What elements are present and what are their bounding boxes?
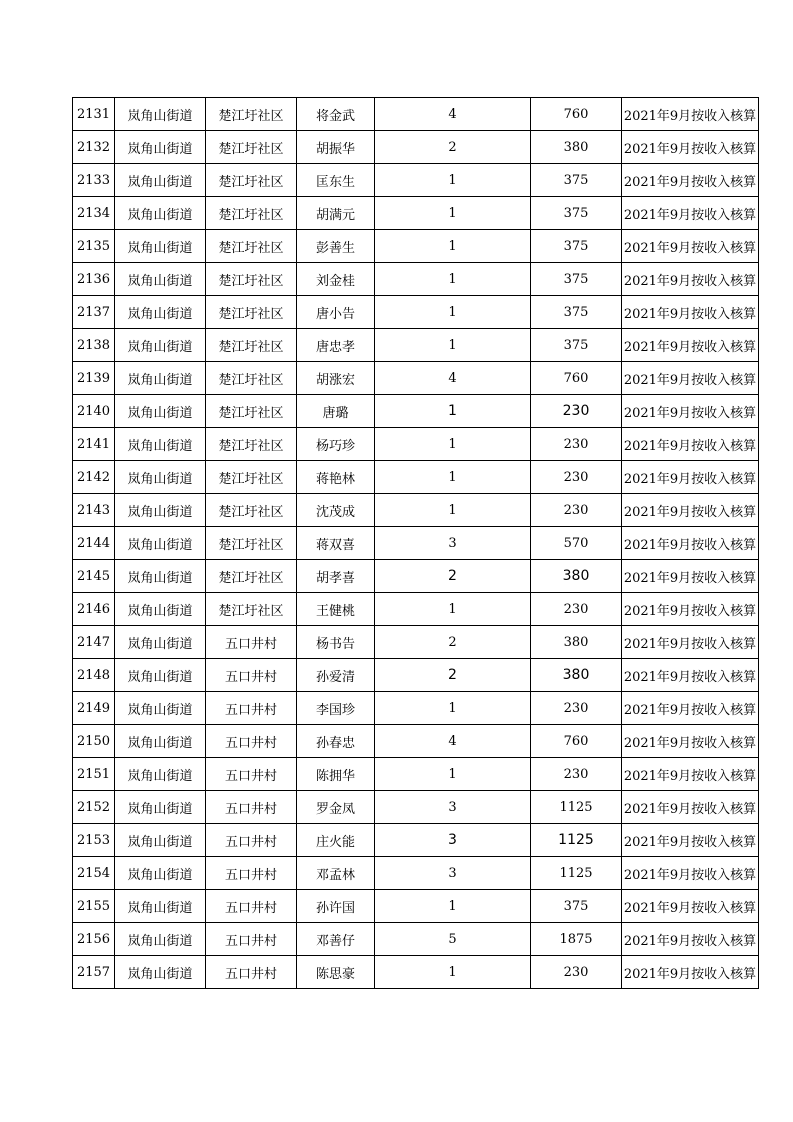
table-row	[73, 560, 759, 593]
seq-cell: 2137	[73, 296, 115, 329]
amount-cell: 1125	[531, 791, 622, 824]
street-cell: 岚角山街道	[115, 98, 206, 131]
seq-cell: 2146	[73, 593, 115, 626]
note-cell: 2021年9月按收入核算	[622, 626, 759, 659]
community-cell: 楚江圩社区	[206, 164, 297, 197]
note-cell: 2021年9月按收入核算	[622, 296, 759, 329]
note-cell: 2021年9月按收入核算	[622, 230, 759, 263]
seq-cell: 2139	[73, 362, 115, 395]
street-cell: 岚角山街道	[115, 461, 206, 494]
community-cell: 楚江圩社区	[206, 98, 297, 131]
street-cell: 岚角山街道	[115, 560, 206, 593]
street-cell: 岚角山街道	[115, 824, 206, 857]
name-cell: 杨书告	[297, 626, 375, 659]
community-cell: 楚江圩社区	[206, 461, 297, 494]
amount-cell: 230	[531, 956, 622, 989]
street-cell: 岚角山街道	[115, 923, 206, 956]
table-row	[73, 329, 759, 362]
table-row	[73, 197, 759, 230]
street-cell: 岚角山街道	[115, 692, 206, 725]
table-row	[73, 494, 759, 527]
street-cell: 岚角山街道	[115, 527, 206, 560]
note-cell: 2021年9月按收入核算	[622, 758, 759, 791]
note-cell: 2021年9月按收入核算	[622, 890, 759, 923]
street-cell: 岚角山街道	[115, 626, 206, 659]
amount-cell: 375	[531, 890, 622, 923]
table-row	[73, 791, 759, 824]
household-count-cell: 1	[375, 428, 531, 461]
community-cell: 楚江圩社区	[206, 296, 297, 329]
table-row	[73, 758, 759, 791]
note-cell: 2021年9月按收入核算	[622, 98, 759, 131]
seq-cell: 2142	[73, 461, 115, 494]
table-row	[73, 692, 759, 725]
community-cell: 五口井村	[206, 659, 297, 692]
name-cell: 彭善生	[297, 230, 375, 263]
household-count-cell: 4	[375, 98, 531, 131]
community-cell: 楚江圩社区	[206, 131, 297, 164]
amount-cell: 230	[531, 593, 622, 626]
amount-cell: 1125	[531, 824, 622, 857]
community-cell: 楚江圩社区	[206, 362, 297, 395]
street-cell: 岚角山街道	[115, 197, 206, 230]
seq-cell: 2149	[73, 692, 115, 725]
community-cell: 五口井村	[206, 758, 297, 791]
amount-cell: 380	[531, 626, 622, 659]
amount-cell: 380	[531, 560, 622, 593]
seq-cell: 2145	[73, 560, 115, 593]
seq-cell: 2135	[73, 230, 115, 263]
amount-cell: 380	[531, 131, 622, 164]
note-cell: 2021年9月按收入核算	[622, 824, 759, 857]
table-row	[73, 857, 759, 890]
seq-cell: 2140	[73, 395, 115, 428]
household-count-cell: 3	[375, 857, 531, 890]
note-cell: 2021年9月按收入核算	[622, 659, 759, 692]
household-count-cell: 1	[375, 890, 531, 923]
household-count-cell: 1	[375, 296, 531, 329]
note-cell: 2021年9月按收入核算	[622, 197, 759, 230]
street-cell: 岚角山街道	[115, 230, 206, 263]
table-row	[73, 230, 759, 263]
household-count-cell: 1	[375, 692, 531, 725]
street-cell: 岚角山街道	[115, 362, 206, 395]
name-cell: 孙许国	[297, 890, 375, 923]
street-cell: 岚角山街道	[115, 659, 206, 692]
table-row	[73, 659, 759, 692]
street-cell: 岚角山街道	[115, 725, 206, 758]
street-cell: 岚角山街道	[115, 164, 206, 197]
table-row	[73, 461, 759, 494]
street-cell: 岚角山街道	[115, 857, 206, 890]
seq-cell: 2131	[73, 98, 115, 131]
household-count-cell: 1	[375, 461, 531, 494]
name-cell: 沈茂成	[297, 494, 375, 527]
note-cell: 2021年9月按收入核算	[622, 395, 759, 428]
name-cell: 王健桃	[297, 593, 375, 626]
note-cell: 2021年9月按收入核算	[622, 428, 759, 461]
note-cell: 2021年9月按收入核算	[622, 494, 759, 527]
amount-cell: 230	[531, 758, 622, 791]
seq-cell: 2136	[73, 263, 115, 296]
amount-cell: 375	[531, 197, 622, 230]
name-cell: 唐忠孝	[297, 329, 375, 362]
seq-cell: 2148	[73, 659, 115, 692]
amount-cell: 570	[531, 527, 622, 560]
amount-cell: 760	[531, 362, 622, 395]
amount-cell: 375	[531, 329, 622, 362]
household-count-cell: 1	[375, 164, 531, 197]
household-count-cell: 3	[375, 527, 531, 560]
household-count-cell: 1	[375, 758, 531, 791]
community-cell: 五口井村	[206, 626, 297, 659]
name-cell: 胡振华	[297, 131, 375, 164]
note-cell: 2021年9月按收入核算	[622, 560, 759, 593]
note-cell: 2021年9月按收入核算	[622, 857, 759, 890]
seq-cell: 2134	[73, 197, 115, 230]
household-count-cell: 3	[375, 791, 531, 824]
note-cell: 2021年9月按收入核算	[622, 593, 759, 626]
amount-cell: 1875	[531, 923, 622, 956]
community-cell: 五口井村	[206, 824, 297, 857]
community-cell: 五口井村	[206, 791, 297, 824]
seq-cell: 2153	[73, 824, 115, 857]
community-cell: 楚江圩社区	[206, 560, 297, 593]
note-cell: 2021年9月按收入核算	[622, 692, 759, 725]
household-count-cell: 1	[375, 593, 531, 626]
amount-cell: 230	[531, 494, 622, 527]
note-cell: 2021年9月按收入核算	[622, 527, 759, 560]
table-row	[73, 923, 759, 956]
street-cell: 岚角山街道	[115, 593, 206, 626]
amount-cell: 760	[531, 98, 622, 131]
name-cell: 蒋双喜	[297, 527, 375, 560]
community-cell: 楚江圩社区	[206, 593, 297, 626]
household-count-cell: 4	[375, 725, 531, 758]
table-row	[73, 395, 759, 428]
seq-cell: 2144	[73, 527, 115, 560]
community-cell: 楚江圩社区	[206, 494, 297, 527]
community-cell: 五口井村	[206, 857, 297, 890]
seq-cell: 2150	[73, 725, 115, 758]
community-cell: 五口井村	[206, 923, 297, 956]
amount-cell: 375	[531, 164, 622, 197]
table-row	[73, 725, 759, 758]
note-cell: 2021年9月按收入核算	[622, 131, 759, 164]
name-cell: 匡东生	[297, 164, 375, 197]
name-cell: 邓善仔	[297, 923, 375, 956]
community-cell: 楚江圩社区	[206, 428, 297, 461]
seq-cell: 2143	[73, 494, 115, 527]
street-cell: 岚角山街道	[115, 263, 206, 296]
amount-cell: 230	[531, 395, 622, 428]
table-row	[73, 362, 759, 395]
street-cell: 岚角山街道	[115, 956, 206, 989]
household-count-cell: 2	[375, 560, 531, 593]
name-cell: 孙春忠	[297, 725, 375, 758]
table-row	[73, 131, 759, 164]
household-count-cell: 1	[375, 197, 531, 230]
note-cell: 2021年9月按收入核算	[622, 791, 759, 824]
seq-cell: 2156	[73, 923, 115, 956]
community-cell: 楚江圩社区	[206, 395, 297, 428]
household-count-cell: 1	[375, 263, 531, 296]
street-cell: 岚角山街道	[115, 428, 206, 461]
table-row	[73, 890, 759, 923]
table-body	[73, 98, 759, 989]
table-row	[73, 428, 759, 461]
community-cell: 楚江圩社区	[206, 527, 297, 560]
household-count-cell: 1	[375, 395, 531, 428]
seq-cell: 2152	[73, 791, 115, 824]
name-cell: 胡涨宏	[297, 362, 375, 395]
name-cell: 孙爱清	[297, 659, 375, 692]
street-cell: 岚角山街道	[115, 758, 206, 791]
note-cell: 2021年9月按收入核算	[622, 362, 759, 395]
table-row	[73, 626, 759, 659]
note-cell: 2021年9月按收入核算	[622, 725, 759, 758]
table-row	[73, 527, 759, 560]
name-cell: 罗金凤	[297, 791, 375, 824]
amount-cell: 375	[531, 230, 622, 263]
note-cell: 2021年9月按收入核算	[622, 263, 759, 296]
amount-cell: 375	[531, 263, 622, 296]
street-cell: 岚角山街道	[115, 791, 206, 824]
seq-cell: 2138	[73, 329, 115, 362]
name-cell: 李国珍	[297, 692, 375, 725]
amount-cell: 230	[531, 461, 622, 494]
seq-cell: 2151	[73, 758, 115, 791]
amount-cell: 230	[531, 692, 622, 725]
household-count-cell: 1	[375, 329, 531, 362]
community-cell: 五口井村	[206, 692, 297, 725]
community-cell: 楚江圩社区	[206, 197, 297, 230]
seq-cell: 2155	[73, 890, 115, 923]
name-cell: 唐小告	[297, 296, 375, 329]
street-cell: 岚角山街道	[115, 395, 206, 428]
note-cell: 2021年9月按收入核算	[622, 461, 759, 494]
household-count-cell: 2	[375, 626, 531, 659]
amount-cell: 230	[531, 428, 622, 461]
community-cell: 楚江圩社区	[206, 329, 297, 362]
note-cell: 2021年9月按收入核算	[622, 923, 759, 956]
community-cell: 五口井村	[206, 890, 297, 923]
community-cell: 楚江圩社区	[206, 263, 297, 296]
name-cell: 胡孝喜	[297, 560, 375, 593]
seq-cell: 2147	[73, 626, 115, 659]
name-cell: 唐璐	[297, 395, 375, 428]
street-cell: 岚角山街道	[115, 890, 206, 923]
amount-cell: 375	[531, 296, 622, 329]
name-cell: 将金武	[297, 98, 375, 131]
household-count-cell: 1	[375, 494, 531, 527]
note-cell: 2021年9月按收入核算	[622, 956, 759, 989]
amount-cell: 760	[531, 725, 622, 758]
table-row	[73, 593, 759, 626]
table-row	[73, 98, 759, 131]
seq-cell: 2141	[73, 428, 115, 461]
community-cell: 五口井村	[206, 725, 297, 758]
name-cell: 刘金桂	[297, 263, 375, 296]
seq-cell: 2154	[73, 857, 115, 890]
household-count-cell: 1	[375, 230, 531, 263]
name-cell: 陈拥华	[297, 758, 375, 791]
household-count-cell: 2	[375, 659, 531, 692]
note-cell: 2021年9月按收入核算	[622, 329, 759, 362]
table-row	[73, 824, 759, 857]
name-cell: 胡满元	[297, 197, 375, 230]
street-cell: 岚角山街道	[115, 494, 206, 527]
street-cell: 岚角山街道	[115, 131, 206, 164]
seq-cell: 2132	[73, 131, 115, 164]
street-cell: 岚角山街道	[115, 296, 206, 329]
amount-cell: 380	[531, 659, 622, 692]
household-count-cell: 1	[375, 956, 531, 989]
table-row	[73, 296, 759, 329]
seq-cell: 2157	[73, 956, 115, 989]
name-cell: 庄火能	[297, 824, 375, 857]
name-cell: 陈思豪	[297, 956, 375, 989]
household-count-cell: 3	[375, 824, 531, 857]
table-row	[73, 263, 759, 296]
community-cell: 楚江圩社区	[206, 230, 297, 263]
table-row	[73, 956, 759, 989]
name-cell: 邓孟林	[297, 857, 375, 890]
street-cell: 岚角山街道	[115, 329, 206, 362]
household-count-cell: 4	[375, 362, 531, 395]
seq-cell: 2133	[73, 164, 115, 197]
community-cell: 五口井村	[206, 956, 297, 989]
name-cell: 蒋艳林	[297, 461, 375, 494]
household-count-cell: 2	[375, 131, 531, 164]
name-cell: 杨巧珍	[297, 428, 375, 461]
note-cell: 2021年9月按收入核算	[622, 164, 759, 197]
amount-cell: 1125	[531, 857, 622, 890]
table-row	[73, 164, 759, 197]
household-count-cell: 5	[375, 923, 531, 956]
assistance-table	[72, 97, 759, 989]
